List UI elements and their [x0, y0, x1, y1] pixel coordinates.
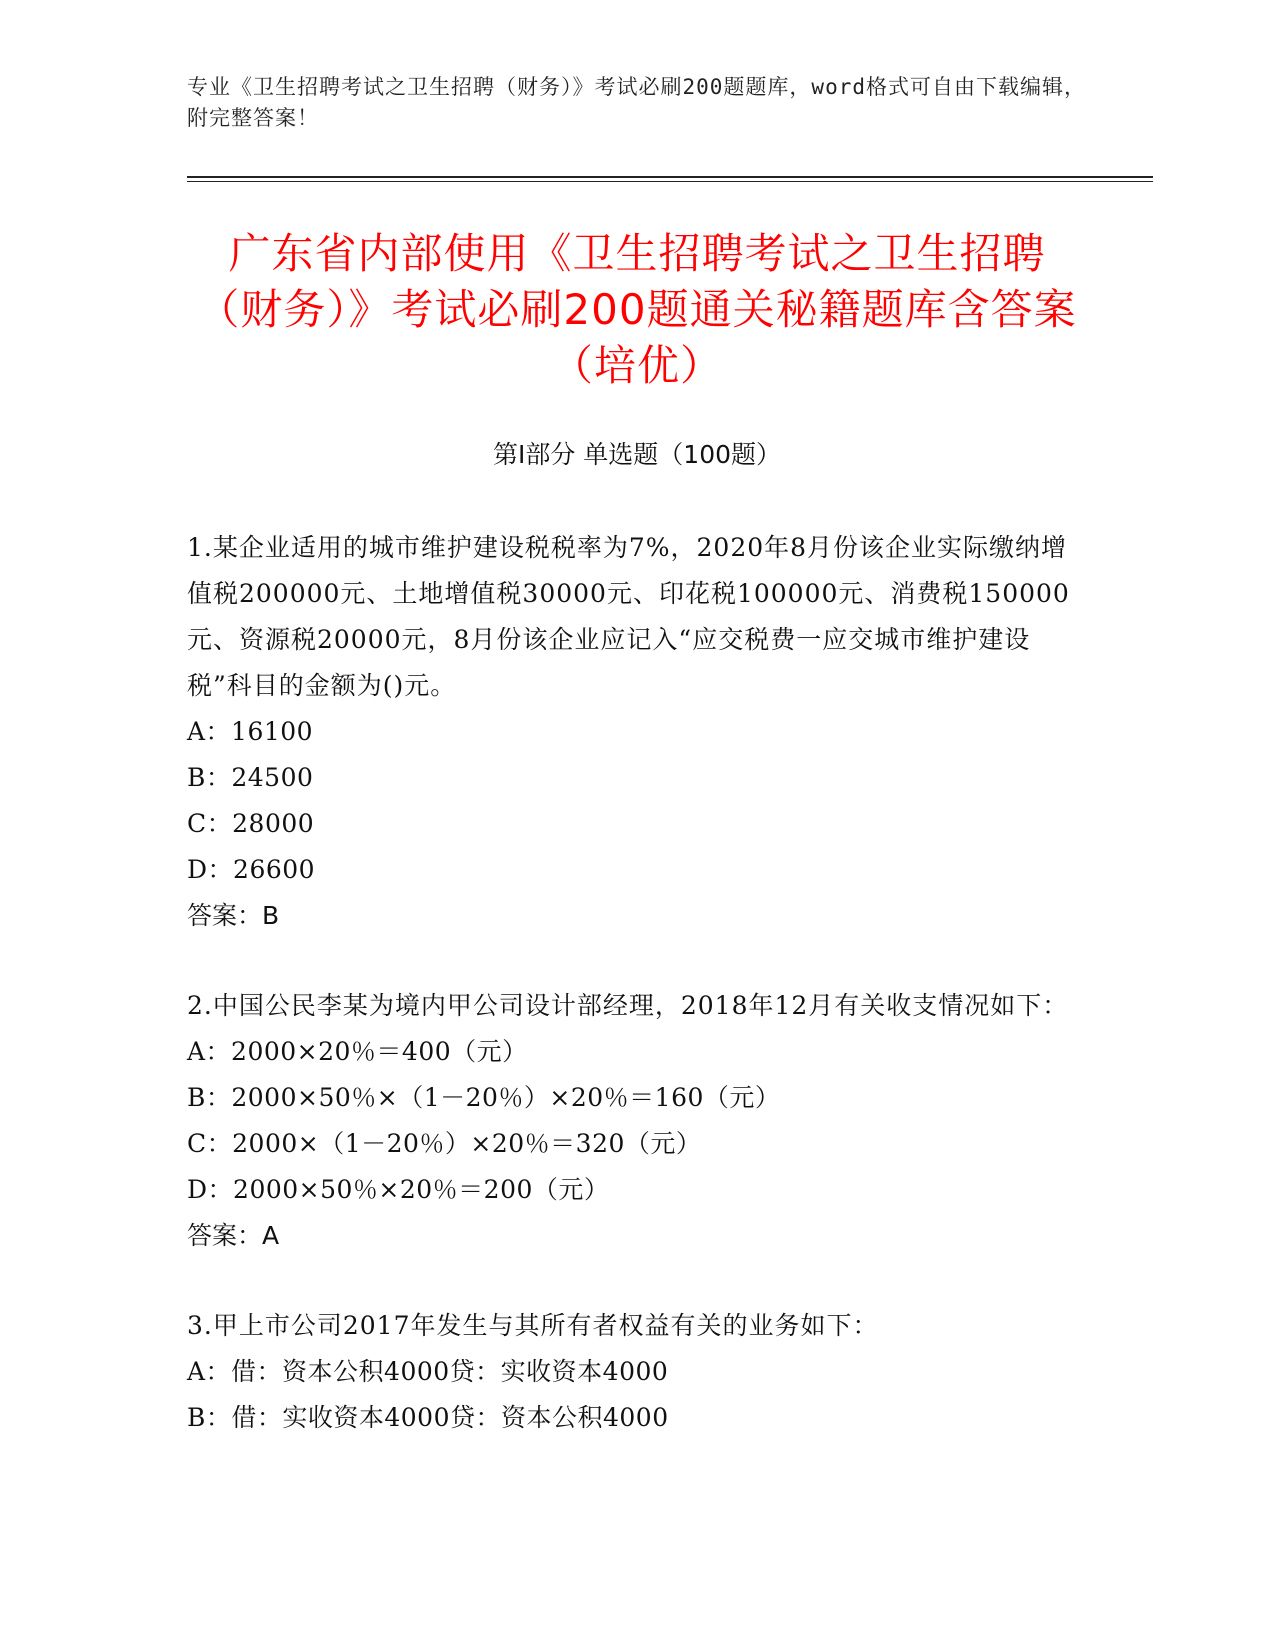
answer: 答案：A	[187, 1221, 280, 1250]
option-b: B：借：实收资本4000贷：资本公积4000	[187, 1403, 669, 1432]
option-d: D：2000×50％×20％＝200（元）	[187, 1175, 610, 1204]
header-divider-thick	[187, 176, 1153, 178]
option-c: C：28000	[187, 809, 315, 838]
question-list	[187, 525, 1087, 1485]
question-stem: 3.甲上市公司2017年发生与其所有者权益有关的业务如下：	[187, 1311, 879, 1340]
header-divider-thin	[187, 181, 1153, 182]
question-stem: 1.某企业适用的城市维护建设税税率为7%，2020年8月份该企业实际缴纳增值税200000元、土地增值税30000元、印花税100000元、消费税150000元、资源税20000元，8月份该企业应记入“应交税费一应交城市维护建设税”科目的金额为()元。	[187, 533, 1070, 700]
option-b: B：2000×50％×（1－20％）×20％＝160（元）	[187, 1083, 781, 1112]
option-a: A：16100	[187, 717, 314, 746]
header-note: 专业《卫生招聘考试之卫生招聘（财务）》考试必刷200题题库，word格式可自由下载编辑，附完整答案！	[187, 75, 1086, 130]
option-b: B：24500	[187, 763, 314, 792]
question-1	[187, 525, 1087, 939]
document-title: 广东省内部使用《卫生招聘考试之卫生招聘（财务）》考试必刷200题通关秘籍题库含答案（培优）	[197, 229, 1077, 390]
section-title: 第I部分 单选题（100题）	[492, 440, 782, 469]
question-2	[187, 983, 1087, 1259]
answer: 答案：B	[187, 901, 280, 930]
option-c: C：2000×（1－20％）×20％＝320（元）	[187, 1129, 702, 1158]
option-a: A：2000×20％＝400（元）	[187, 1037, 528, 1066]
question-3	[187, 1303, 1087, 1441]
option-a: A：借：资本公积4000贷：实收资本4000	[187, 1357, 669, 1386]
question-stem: 2.中国公民李某为境内甲公司设计部经理，2018年12月有关收支情况如下：	[187, 991, 1069, 1020]
option-d: D：26600	[187, 855, 316, 884]
